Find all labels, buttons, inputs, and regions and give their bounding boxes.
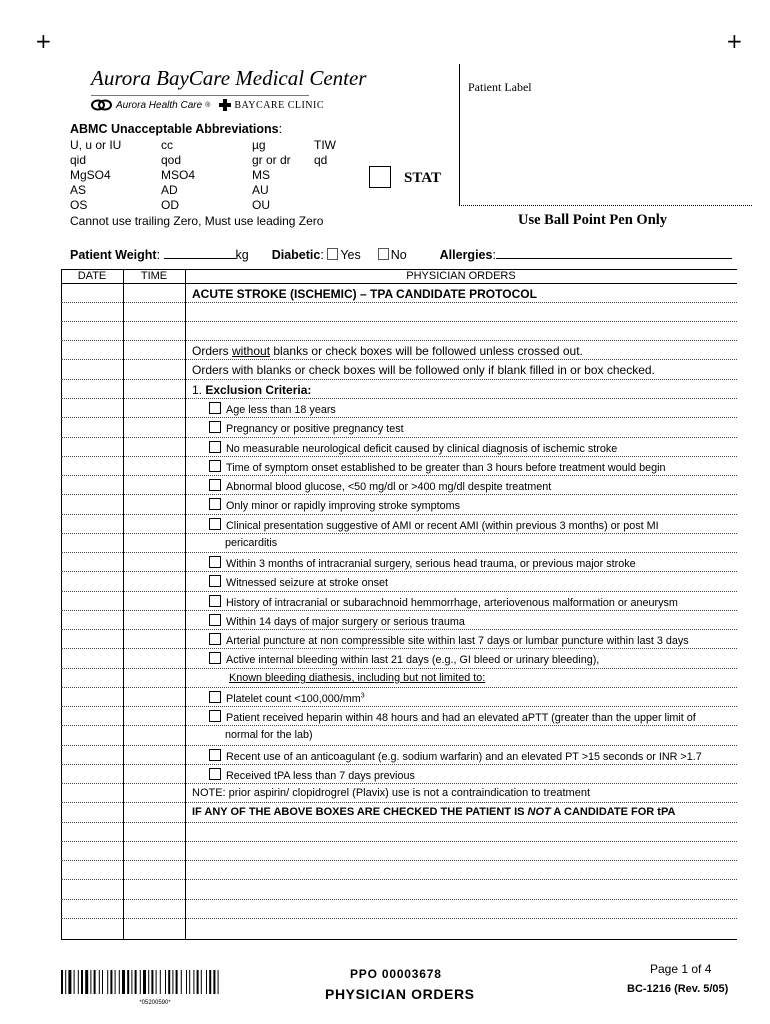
table-row[interactable]: [61, 746, 737, 765]
barcode-bar: [176, 970, 178, 994]
abbr-cell: MSO4: [161, 168, 196, 182]
final-warning-not: NOT: [527, 806, 551, 818]
abbr-cell: [314, 198, 354, 213]
exclusion-number: 1.: [192, 383, 206, 397]
trailing-zero-note: Cannot use trailing Zero, Must use leading Zero: [70, 214, 324, 228]
abbr-cell: AD: [161, 183, 178, 197]
barcode-bar: [78, 970, 79, 994]
barcode-bar: [135, 970, 137, 994]
barcode-bar: [168, 970, 170, 994]
barcode-bar: [181, 970, 182, 994]
table-row[interactable]: [61, 784, 737, 803]
final-warning: [192, 806, 675, 818]
table-row[interactable]: [61, 418, 737, 438]
abbr-cell: qd: [314, 153, 328, 167]
criterion-checkbox[interactable]: [209, 441, 221, 453]
registration-mark-right: +: [726, 29, 743, 53]
abbr-cell: OS: [70, 198, 88, 212]
abbreviations-title-text: ABMC Unacceptable Abbreviations: [70, 122, 279, 136]
abbreviations-grid: [70, 138, 354, 213]
criterion-checkbox[interactable]: [209, 402, 221, 414]
orders-without-note: [192, 344, 583, 358]
barcode-bar: [94, 970, 96, 994]
criterion-text: Received tPA less than 7 days previous: [226, 770, 415, 782]
table-row[interactable]: [61, 669, 737, 688]
abbreviations-title: ABMC Unacceptable Abbreviations:: [70, 122, 283, 136]
table-row[interactable]: [61, 438, 737, 457]
table-row[interactable]: [61, 457, 737, 476]
logo-divider: [91, 95, 309, 96]
ppo-number: PPO 00003678: [350, 967, 442, 981]
criterion-checkbox[interactable]: [209, 710, 221, 722]
barcode-bar: [102, 970, 103, 994]
allergies-label: Allergies: [439, 248, 493, 262]
barcode-bar: [206, 970, 207, 994]
criterion-text: Age less than 18 years: [226, 404, 336, 416]
final-warning-part1: IF ANY OF THE ABOVE BOXES ARE CHECKED THE PATIENT IS: [192, 806, 528, 818]
aspirin-note: NOTE: prior aspirin/ clopidrogrel (Plavix) use is not a contraindication to treatment: [192, 787, 591, 799]
criterion-checkbox[interactable]: [209, 518, 221, 530]
criterion-text: Recent use of an anticoagulant (e.g. sodium warfarin) and an elevated PT >15 seconds or INR >1.7: [226, 751, 702, 763]
barcode-bar: [74, 970, 75, 994]
criterion-text: Time of symptom onset established to be greater than 3 hours before treatment would begin: [226, 462, 666, 474]
barcode-bar: [186, 970, 187, 994]
abbr-cell: AS: [70, 183, 87, 197]
baycare-clinic: BAYCARE CLINIC: [234, 99, 325, 111]
table-row[interactable]: [61, 842, 737, 861]
table-row[interactable]: [61, 823, 737, 842]
barcode-bar: [209, 970, 211, 994]
orders-without-part3: blanks or check boxes will be followed unless crossed out.: [270, 344, 583, 358]
patient-info-line: Patient Weight: kg Diabetic: Yes No Allergies:: [70, 246, 732, 262]
table-row[interactable]: [61, 900, 737, 919]
criterion-continuation: pericarditis: [225, 537, 278, 549]
criterion-text: Platelet count <100,000/mm: [226, 693, 361, 705]
criterion-checkbox[interactable]: [209, 421, 221, 433]
criterion-item: [192, 479, 551, 493]
criterion-text: Arterial puncture at non compressible site within last 7 days or lumbar puncture within last 3 days: [226, 635, 689, 647]
barcode-bar: [61, 970, 63, 994]
criterion-text: Witnessed seizure at stroke onset: [226, 577, 389, 589]
criterion-checkbox[interactable]: [209, 595, 221, 607]
criterion-item: [192, 749, 702, 763]
abbr-cell: gr or dr: [252, 153, 291, 167]
table-row[interactable]: [61, 534, 737, 553]
barcode-bar: [143, 970, 146, 994]
table-row[interactable]: [61, 572, 737, 592]
barcode-bar: [165, 970, 166, 994]
org-name: Aurora BayCare Medical Center: [91, 66, 367, 90]
header-date: DATE: [77, 270, 107, 282]
barcode-bar: [197, 970, 199, 994]
barcode: [61, 970, 249, 1006]
criterion-checkbox[interactable]: [209, 614, 221, 626]
criterion-item: [192, 691, 365, 705]
barcode-bar: [148, 970, 149, 994]
criterion-checkbox[interactable]: [209, 460, 221, 472]
abbr-cell: OD: [161, 198, 179, 212]
known-bleeding-diathesis: Known bleeding diathesis, including but not limited to:: [229, 672, 486, 684]
criterion-item: [192, 518, 659, 532]
criterion-item: [192, 614, 465, 628]
barcode-bar: [68, 970, 71, 994]
weight-label: Patient Weight: [70, 248, 157, 262]
aurora-health-care: Aurora Health Care: [116, 99, 203, 111]
table-row[interactable]: [61, 341, 737, 360]
criterion-text: Active internal bleeding within last 21 days (e.g., GI bleed or urinary bleeding),: [226, 654, 600, 666]
table-row[interactable]: [61, 476, 737, 495]
orders-without-part1: Orders: [192, 344, 233, 358]
use-ball-point-pen: Use Ball Point Pen Only: [518, 212, 668, 228]
diabetic-label: Diabetic: [271, 248, 321, 262]
table-row[interactable]: [61, 592, 737, 611]
table-row[interactable]: [61, 399, 737, 418]
diabetic-yes-label: Yes: [340, 248, 361, 262]
criterion-text: No measurable neurological deficit caused by clinical diagnosis of ischemic stroke: [226, 443, 618, 455]
criterion-item: [192, 441, 617, 455]
abbr-cell: U, u or IU: [70, 138, 122, 152]
table-row[interactable]: [61, 649, 737, 669]
barcode-bar: [90, 970, 91, 994]
aurora-logo-icon: [91, 99, 113, 111]
table-header-row: [61, 269, 737, 284]
table-row[interactable]: [61, 707, 737, 726]
criterion-continuation: normal for the lab): [225, 729, 313, 741]
table-row[interactable]: [61, 765, 737, 784]
table-row[interactable]: [61, 553, 737, 572]
weight-unit: kg: [235, 248, 249, 262]
abbr-cell: AU: [252, 183, 269, 197]
stat-label: STAT: [404, 170, 441, 186]
abbr-cell: [314, 183, 354, 198]
criterion-checkbox[interactable]: [209, 479, 221, 491]
criterion-checkbox[interactable]: [209, 691, 221, 703]
patient-label-text: Patient Label: [468, 80, 532, 94]
criterion-text: Within 3 months of intracranial surgery, serious head trauma, or previous major stroke: [226, 558, 636, 570]
criterion-item: [192, 575, 388, 589]
barcode-graphic: [61, 970, 249, 994]
barcode-bar: [201, 970, 202, 994]
barcode-bar: [127, 970, 129, 994]
table-row[interactable]: [61, 360, 737, 380]
barcode-bar: [110, 970, 112, 994]
table-row[interactable]: [61, 630, 737, 649]
criterion-text: Pregnancy or positive pregnancy test: [226, 423, 404, 435]
criterion-checkbox[interactable]: [209, 652, 221, 664]
exclusion-title: Exclusion Criteria:: [205, 383, 312, 397]
abbr-cell: TIW: [314, 138, 336, 152]
platelet-superscript: 3: [360, 692, 365, 700]
diabetic-no-checkbox[interactable]: [378, 248, 389, 260]
table-row[interactable]: [61, 919, 737, 940]
barcode-bar: [131, 970, 132, 994]
orders-table: [61, 269, 737, 940]
table-row[interactable]: [61, 380, 737, 399]
criterion-item: [192, 421, 404, 435]
criterion-item: [192, 595, 678, 609]
criterion-item: [192, 768, 415, 782]
form-id: BC-1216 (Rev. 5/05): [627, 983, 729, 995]
logo-subline: [91, 99, 366, 111]
org-logo: [91, 66, 366, 111]
table-row[interactable]: [61, 861, 737, 880]
header-physician-orders: PHYSICIAN ORDERS: [406, 270, 516, 282]
barcode-bar: [122, 970, 125, 994]
orders-with-note: Orders with blanks or check boxes will be followed only if blank filled in or box checked.: [192, 363, 655, 377]
allergies-field[interactable]: [496, 246, 732, 259]
abbr-cell: µg: [252, 138, 266, 152]
header-time: TIME: [140, 270, 168, 282]
table-row[interactable]: [61, 284, 737, 303]
barcode-bar: [81, 970, 83, 994]
table-row[interactable]: [61, 611, 737, 630]
barcode-bar: [193, 970, 194, 994]
criterion-text: Only minor or rapidly improving stroke symptoms: [226, 500, 460, 512]
patient-label-box[interactable]: [459, 64, 752, 206]
final-warning-part3: A CANDIDATE FOR tPA: [550, 806, 676, 818]
barcode-bar: [151, 970, 153, 994]
criterion-item: [192, 652, 599, 666]
criterion-item: [192, 460, 666, 474]
abbr-cell: cc: [161, 138, 173, 152]
trademark: ®: [205, 101, 211, 109]
barcode-bar: [213, 970, 215, 994]
barcode-bar: [140, 970, 141, 994]
barcode-bar: [65, 970, 66, 994]
barcode-bar: [172, 970, 173, 994]
barcode-bar: [85, 970, 88, 994]
barcode-bar: [160, 970, 161, 994]
abbr-cell: qid: [70, 153, 87, 167]
criterion-item: [192, 710, 696, 724]
page-number: Page 1 of 4: [650, 962, 712, 976]
criterion-text: Within 14 days of major surgery or serious trauma: [226, 616, 465, 628]
criterion-checkbox[interactable]: [209, 556, 221, 568]
abbr-cell: qod: [161, 153, 182, 167]
abbr-cell: OU: [252, 198, 270, 212]
criterion-checkbox[interactable]: [209, 749, 221, 761]
diabetic-no-label: No: [390, 248, 407, 262]
criterion-text: Clinical presentation suggestive of AMI or recent AMI (within previous 3 months) or post MI: [226, 520, 659, 532]
table-row[interactable]: [61, 880, 737, 900]
criterion-checkbox[interactable]: [209, 768, 221, 780]
barcode-bar: [115, 970, 116, 994]
table-row[interactable]: [61, 726, 737, 746]
criterion-checkbox[interactable]: [209, 498, 221, 510]
criterion-text: History of intracranial or subarachnoid hemmorrhage, arteriovenous malformation or aneurysm: [226, 597, 678, 609]
table-row[interactable]: [61, 303, 737, 322]
barcode-bar: [99, 970, 100, 994]
table-row[interactable]: [61, 688, 737, 707]
baycare-cross-icon: [219, 99, 231, 111]
barcode-bar: [119, 970, 120, 994]
criterion-text: Abnormal blood glucose, <50 mg/dl or >400 mg/dl despite treatment: [226, 481, 552, 493]
table-row[interactable]: [61, 803, 737, 823]
abbr-cell: MgSO4: [70, 168, 111, 182]
criterion-text: Patient received heparin within 48 hours and had an elevated aPTT (greater than the upper limit of: [226, 712, 696, 724]
table-row[interactable]: [61, 322, 737, 341]
table-row[interactable]: [61, 495, 737, 515]
protocol-title: ACUTE STROKE (ISCHEMIC) – TPA CANDIDATE PROTOCOL: [192, 287, 537, 301]
criterion-item: [192, 633, 689, 647]
criterion-checkbox[interactable]: [209, 633, 221, 645]
exclusion-heading: [192, 383, 311, 397]
criterion-checkbox[interactable]: [209, 575, 221, 587]
criterion-item: [192, 498, 460, 512]
orders-without-part2: without: [232, 344, 271, 358]
criterion-item: [192, 402, 336, 416]
registration-mark-left: +: [35, 29, 52, 53]
weight-field[interactable]: [164, 246, 236, 259]
barcode-text: *05200590*: [139, 1000, 171, 1006]
barcode-bar: [156, 970, 157, 994]
abbr-cell: MS: [252, 168, 270, 182]
stat-checkbox[interactable]: [369, 166, 391, 188]
abbr-cell: [314, 168, 354, 183]
criterion-item: [192, 556, 636, 570]
barcode-bar: [189, 970, 190, 994]
diabetic-yes-checkbox[interactable]: [327, 248, 338, 260]
table-row[interactable]: [61, 515, 737, 534]
barcode-bar: [218, 970, 219, 994]
barcode-bar: [107, 970, 108, 994]
physician-orders-footer: PHYSICIAN ORDERS: [325, 986, 475, 1002]
